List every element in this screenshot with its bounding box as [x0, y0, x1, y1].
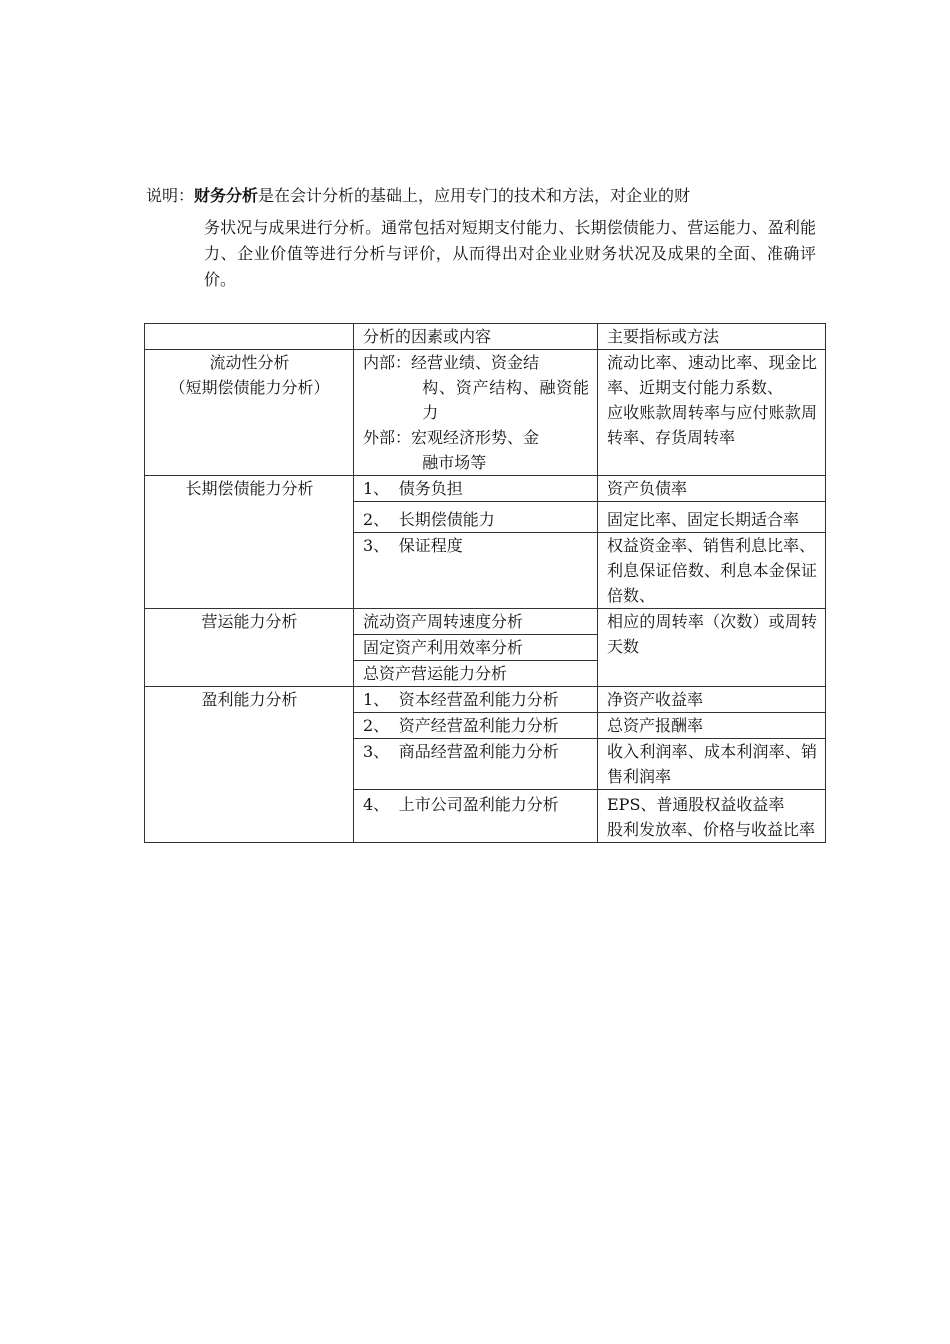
liquidity-title-cell — [145, 350, 354, 476]
longterm-row-1 — [145, 476, 826, 502]
intro-term: 财务分析 — [194, 186, 259, 205]
longterm-item-1: 1、 债务负担 — [354, 476, 598, 502]
liquidity-row — [145, 350, 826, 476]
operating-row-1 — [145, 609, 826, 635]
header-row — [145, 324, 826, 350]
operating-title: 营运能力分析 — [145, 609, 354, 687]
operating-metric: 相应的周转率（次数）或周转天数 — [598, 609, 826, 687]
operating-item-2: 固定资产利用效率分析 — [354, 635, 598, 661]
profit-metric-2: 总资产报酬率 — [598, 713, 826, 739]
profit-metric-3: 收入利润率、成本利润率、销售利润率 — [598, 739, 826, 790]
header-indicators: 主要指标或方法 — [598, 324, 826, 350]
profit-metric-1: 净资产收益率 — [598, 687, 826, 713]
internal-label: 内部： — [363, 353, 412, 372]
intro-rest: 务状况与成果进行分析。通常包括对短期支付能力、长期偿债能力、营运能力、盈利能力、企业价值等进行分析与评价，从而得出对企业业财务状况及成果的全面、准确评价。 — [204, 218, 816, 289]
profit-item-1: 1、 资本经营盈利能力分析 — [354, 687, 598, 713]
longterm-metric-1: 资产负债率 — [598, 476, 826, 502]
liquidity-subtitle: （短期偿债能力分析） — [169, 378, 330, 397]
intro-first-line — [146, 183, 816, 209]
longterm-metric-3: 权益资金率、销售利息比率、 利息保证倍数、利息本金保证倍数、 — [598, 533, 826, 609]
profit-item-2: 2、 资产经营盈利能力分析 — [354, 713, 598, 739]
header-factors: 分析的因素或内容 — [354, 324, 598, 350]
profit-metric-4: EPS、普通股权益收益率 股利发放率、价格与收益比率 — [598, 790, 826, 843]
profit-item-3: 3、 商品经营盈利能力分析 — [354, 739, 598, 790]
profit-item-4: 4、 上市公司盈利能力分析 — [354, 790, 598, 843]
liquidity-indicators: 流动比率、速动比率、现金比率、近期支付能力系数、 应收账款周转率与应付账款周转率、存货周转率 — [598, 350, 826, 476]
longterm-metric-2: 固定比率、固定长期适合率 — [598, 502, 826, 533]
liquidity-factors — [354, 350, 598, 476]
liquidity-title: 流动性分析 — [209, 353, 290, 372]
external-label: 外部： — [363, 428, 412, 447]
external-line1: 外部：宏观经济形势、金 — [363, 428, 540, 447]
intro-paragraph — [146, 183, 816, 293]
internal-line1: 内部：经营业绩、资金结 — [363, 353, 540, 372]
longterm-item-2: 2、 长期偿债能力 — [354, 502, 598, 533]
external-rest: 融市场等 — [422, 453, 487, 472]
longterm-item-3: 3、 保证程度 — [354, 533, 598, 609]
operating-item-3: 总资产营运能力分析 — [354, 661, 598, 687]
profit-title: 盈利能力分析 — [145, 687, 354, 843]
header-blank — [145, 324, 354, 350]
internal-rest: 构、资产结构、融资能力 — [422, 378, 589, 422]
longterm-title: 长期偿债能力分析 — [145, 476, 354, 609]
intro-first-text: 是在会计分析的基础上，应用专门的技术和方法，对企业的财 — [258, 186, 691, 205]
intro-label: 说明： — [146, 186, 195, 205]
profit-row-1 — [145, 687, 826, 713]
operating-item-1: 流动资产周转速度分析 — [354, 609, 598, 635]
financial-analysis-table — [144, 323, 826, 843]
